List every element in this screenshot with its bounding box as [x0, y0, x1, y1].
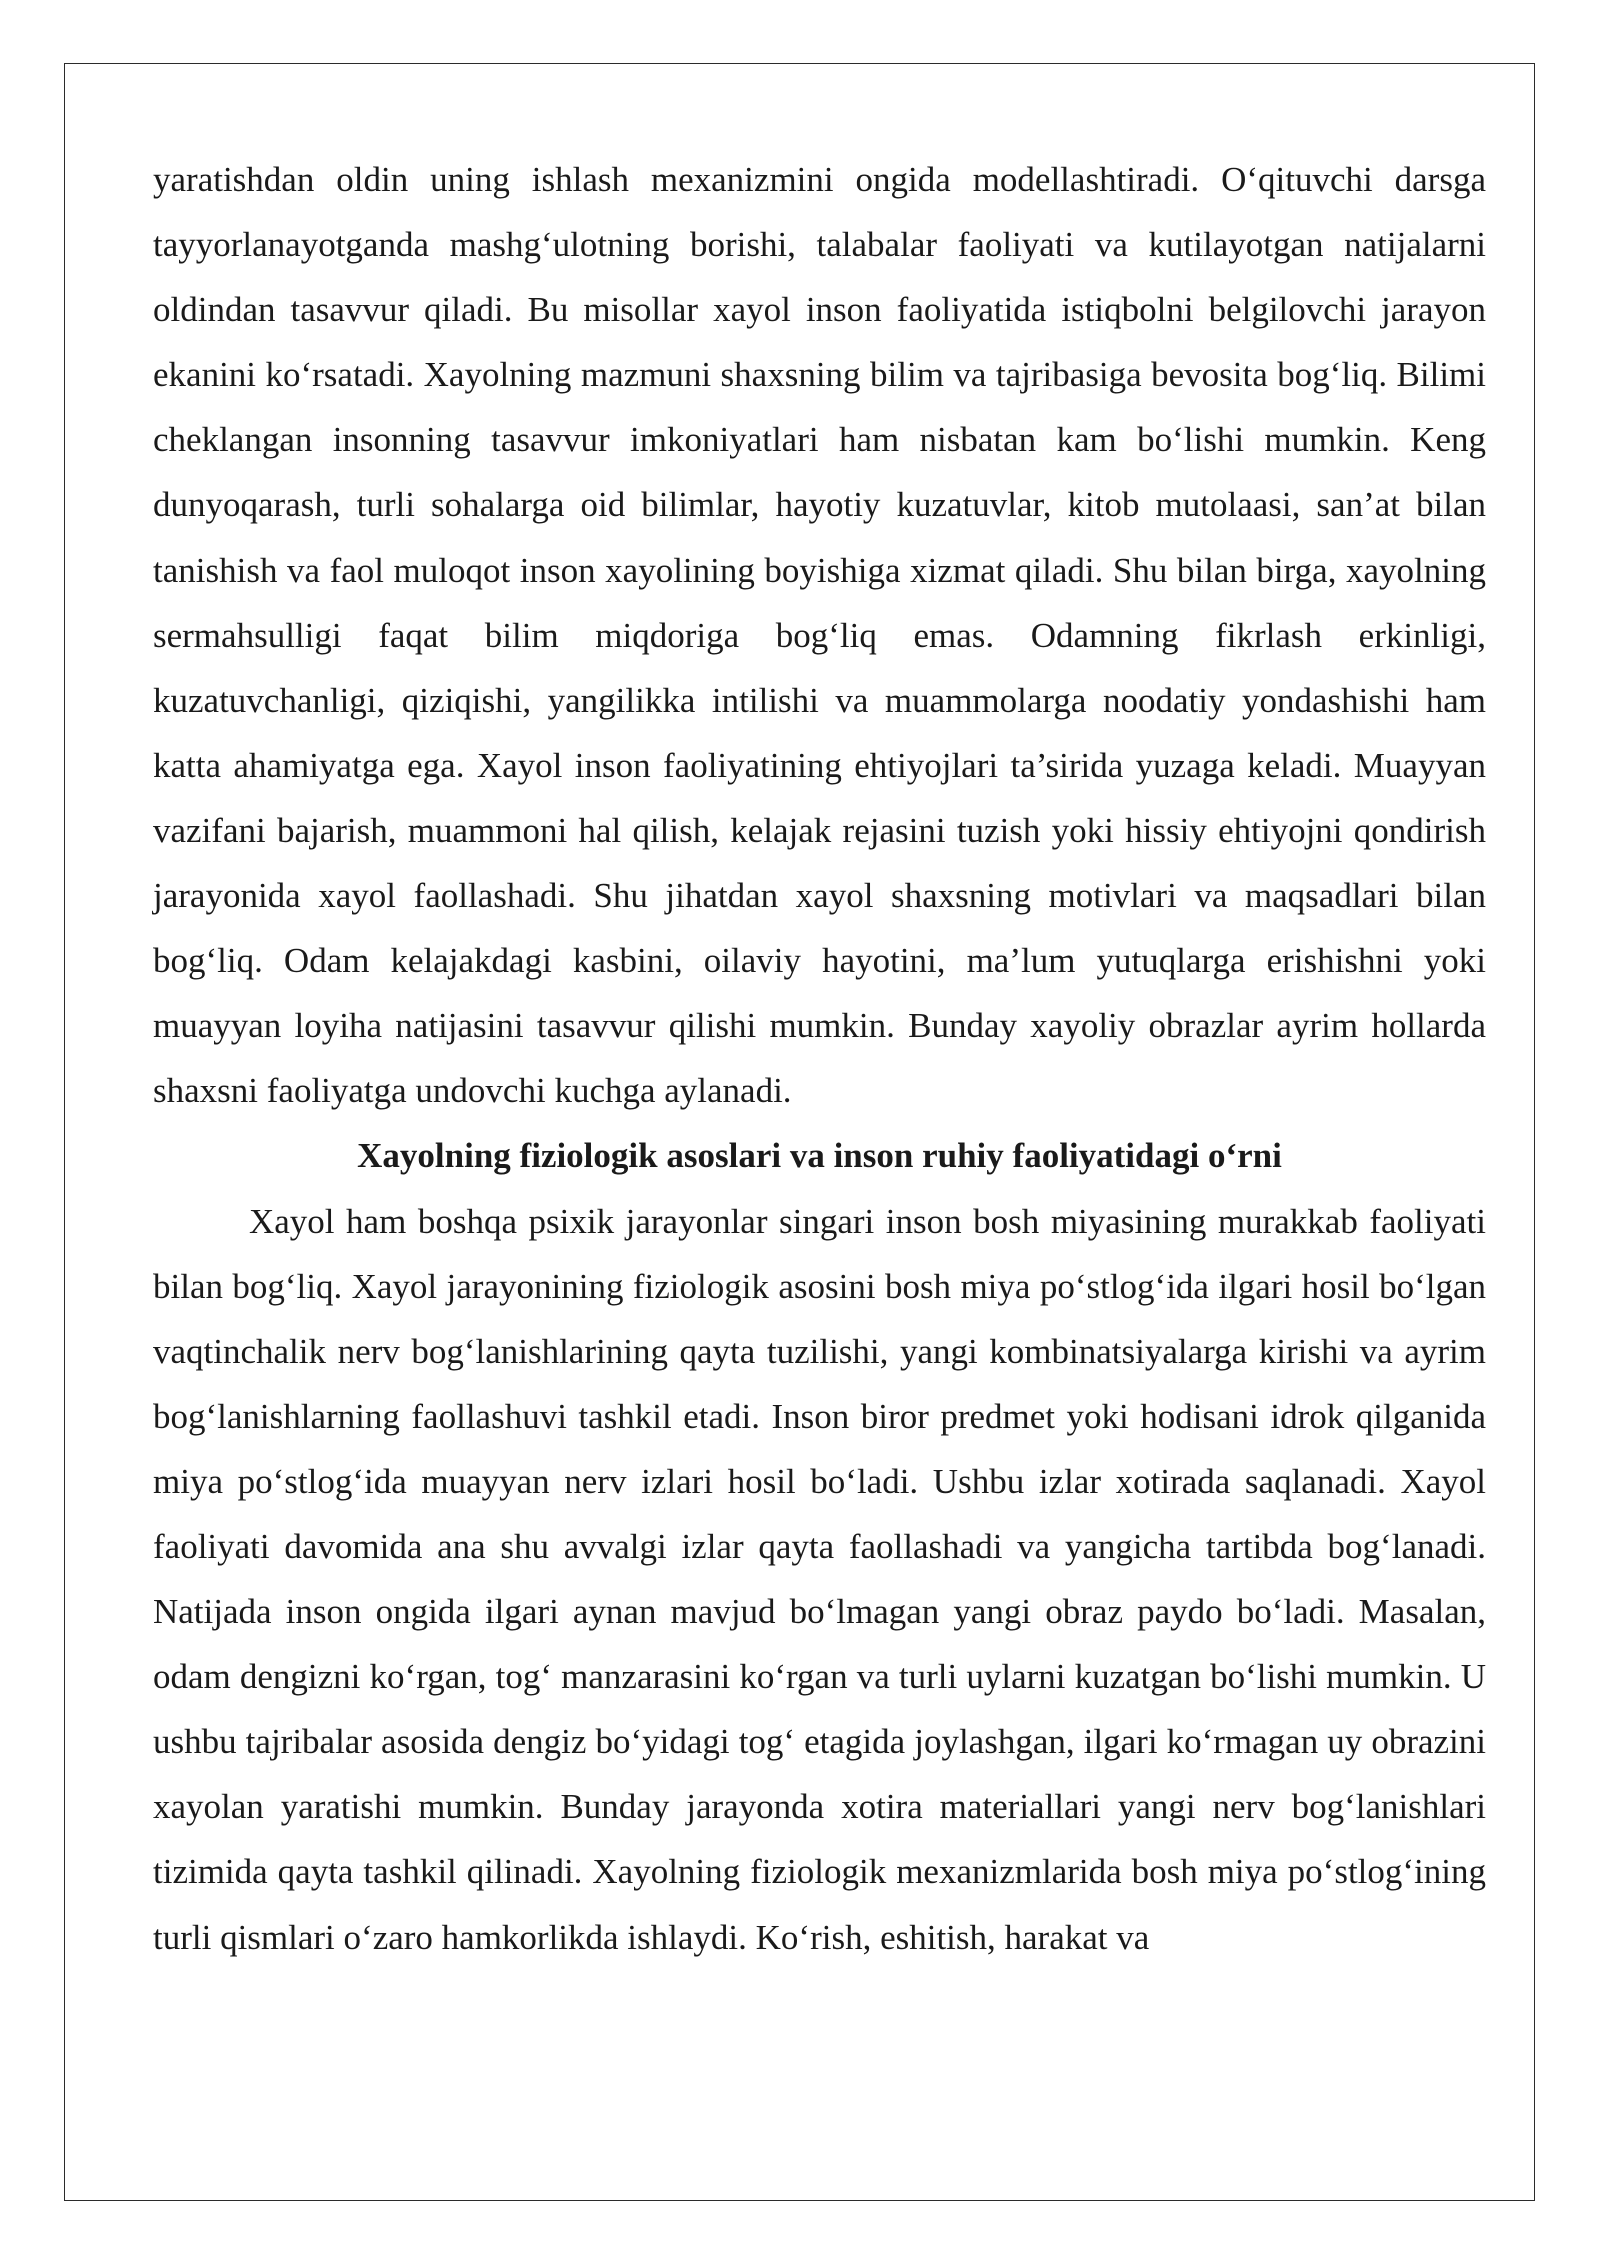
document-body — [153, 147, 1486, 1970]
section-heading: Xayolning fiziologik asoslari va inson ruhiy faoliyatidagi o‘rni — [357, 1136, 1282, 1176]
body-paragraph: yaratishdan oldin uning ishlash mexanizmini ongida modellashtiradi. O‘qituvchi darsga tayyorlanayotganda mashg‘ulotning borishi, talabalar faoliyati va kutilayotgan natijalarni oldindan tasavvur qiladi. Bu misollar xayol inson faoliyatida istiqbolni belgilovchi jarayon ekanini ko‘rsatadi. Xayolning mazmuni shaxsning bilim va tajribasiga bevosita bog‘liq. Bilimi cheklangan insonning tasavvur imkoniyatlari ham nisbatan kam bo‘lishi mumkin. Keng dunyoqarash, turli sohalarga oid bilimlar, hayotiy kuzatuvlar, kitob mutolaasi, san’at bilan tanishish va faol muloqot inson xayolining boyishiga xizmat qiladi. Shu bilan birga, xayolning sermahsulligi faqat bilim miqdoriga bog‘liq emas. Odamning fikrlash erkinligi, kuzatuvchanligi, qiziqishi, yangilikka intilishi va muammolarga noodatiy yondashishi ham katta ahamiyatga ega. Xayol inson faoliyatining ehtiyojlari ta’sirida yuzaga keladi. Muayyan vazifani bajarish, muammoni hal qilish, kelajak rejasini tuzish yoki hissiy ehtiyojni qondirish jarayonida xayol faollashadi. Shu jihatdan xayol shaxsning motivlari va maqsadlari bilan bog‘liq. Odam kelajakdagi kasbini, oilaviy hayotini, ma’lum yutuqlarga erishishni yoki muayyan loyiha natijasini tasavvur qilishi mumkin. Bunday xayoliy obrazlar ayrim hollarda shaxsni faoliyatga undovchi kuchga aylanadi. — [153, 160, 1486, 1111]
body-paragraph: Xayol ham boshqa psixik jarayonlar singari inson bosh miyasining murakkab faoliyati bilan bog‘liq. Xayol jarayonining fiziologik asosini bosh miya po‘stlog‘ida ilgari hosil bo‘lgan vaqtinchalik nerv bog‘lanishlarining qayta tuzilishi, yangi kombinatsiyalarga kirishi va ayrim bog‘lanishlarning faollashuvi tashkil etadi. Inson biror predmet yoki hodisani idrok qilganida miya po‘stlog‘ida muayyan nerv izlari hosil bo‘ladi. Ushbu izlar xotirada saqlanadi. Xayol faoliyati davomida ana shu avvalgi izlar qayta faollashadi va yangicha tartibda bog‘lanadi. Natijada inson ongida ilgari aynan mavjud bo‘lmagan yangi obraz paydo bo‘ladi. Masalan, odam dengizni ko‘rgan, tog‘ manzarasini ko‘rgan va turli uylarni kuzatgan bo‘lishi mumkin. U ushbu tajribalar asosida dengiz bo‘yidagi tog‘ etagida joylashgan, ilgari ko‘rmagan uy obrazini xayolan yaratishi mumkin. Bunday jarayonda xotira materiallari yangi nerv bog‘lanishlari tizimida qayta tashkil qilinadi. Xayolning fiziologik mexanizmlarida bosh miya po‘stlog‘ining turli qismlari o‘zaro hamkorlikda ishlaydi. Ko‘rish, eshitish, harakat va — [153, 1201, 1486, 1957]
